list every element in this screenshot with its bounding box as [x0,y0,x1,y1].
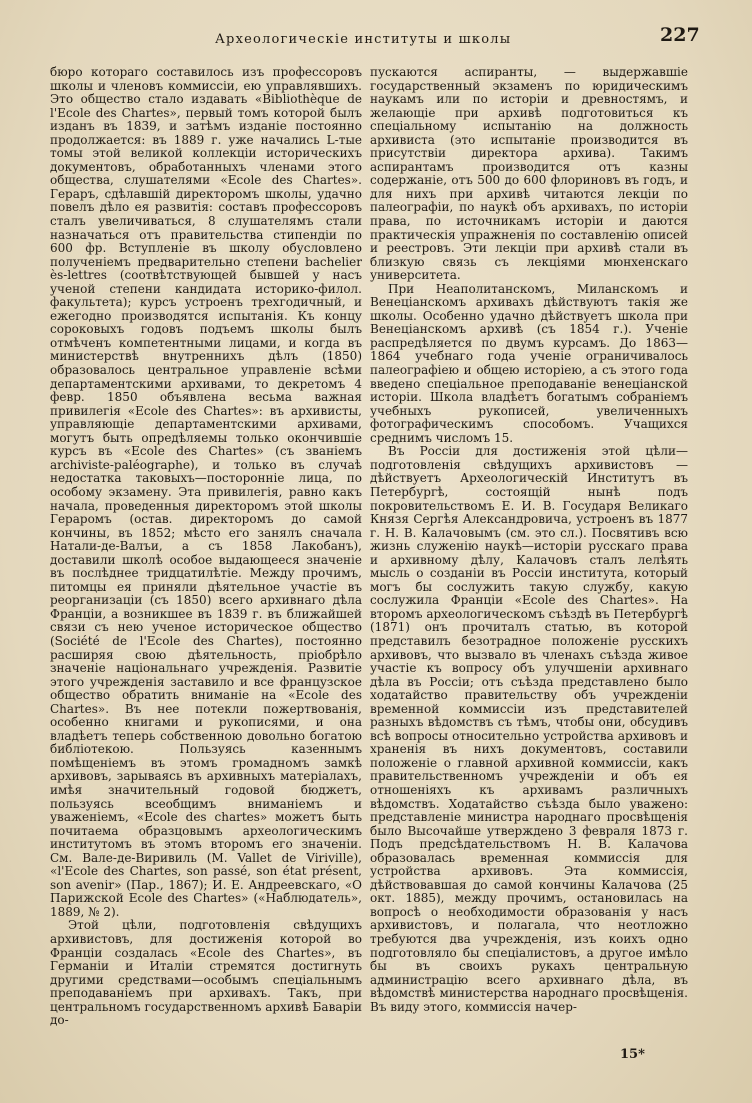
right-paragraph-3: Въ Россіи для достиженія этой цѣли—подготовленія свѣдущихъ архивистовъ — дѣйствуетъ Археологическій Институтъ въ Петербургѣ, состоящій нынѣ подъ покровительствомъ Е. И. В. Государя Великаго Князя Сергѣя Александровича, устроенъ въ 1877 г. Н. В. Калачовымъ (см. это сл.). Посвятивъ всю жизнь служенію наукѣ—исторіи русскаго права и архивному дѣлу, Калачовъ сталъ лелѣять мысль о созданіи въ Россіи института, который могъ бы сослужить такую службу, какую сослужила Франціи «Ecole des Chartes». На второмъ археологическомъ съѣздѣ въ Петербургѣ (1871) онъ прочиталъ статью, въ которой представилъ безотрадное положеніе русскихъ архивовъ, что вызвало въ членахъ съѣзда живое участіе къ вопросу объ улучшеніи архивнаго дѣла въ Россіи; отъ съѣзда представлено было ходатайство правительству объ учрежденіи временной коммиссіи изъ представителей разныхъ вѣдомствъ съ тѣмъ, чтобы они, обсудивъ всѣ вопросы относительно устройства архивовъ и храненія въ нихъ документовъ, составили положеніе о главной архивной коммиссіи, какъ правительственномъ учрежденіи и объ ея отношеніяхъ къ архивамъ различныхъ вѣдомствъ. Ходатайство съѣзда было уважено: представленіе министра народнаго просвѣщенія было Высочайше утверждено 3 февраля 1873 г. Подъ предсѣдательствомъ Н. В. Калачова образовалась временная коммиссія для устройства архивовъ. Эта коммиссія, дѣйствовавшая до самой кончины Калачова (25 окт. 1885), между прочимъ, остановилась на вопросѣ о необходимости образованія у насъ архивистовъ, и полагала, что неотложно требуются два учрежденія, изъ коихъ одно подготовляло бы спеціалистовъ, а другое имѣло бы въ своихъ рукахъ центральную администрацію всего архивнаго дѣла, въ вѣдомствѣ министерства народнаго просвѣщенія. Въ виду этого, коммиссія начер- [370,444,688,1014]
right-column [370,66,688,1056]
left-paragraph-1: бюро котораго составилось изъ профессоровъ школы и членовъ коммиссіи, ею управлявшихъ. Это общество стало издавать «Bibliothèque de l'Ecole des Chartes», первый томъ которой былъ изданъ въ 1839, и затѣмъ изданіе постоянно продолжается: въ 1889 г. уже начались L-тые томы этой великой коллекціи историческихъ документовъ, обработанныхъ членами этого общества, слушателями «Ecole des Chartes». Гераръ, сдѣлавшій директоромъ школы, удачно повелъ дѣло ея развитія: составъ профессоровъ сталъ увеличиваться, 8 слушателямъ стали назначаться отъ правительства стипендіи по 600 фр. Вступленіе въ школу обусловлено полученіемъ предварительно степени bachelier ès-lettres (соотвѣтствующей бывшей у насъ ученой степени кандидата историко-филол. факультета); курсъ устроенъ трехгодичный, и ежегодно производятся испытанія. Къ концу сороковыхъ годовъ подъемъ школы былъ отмѣченъ компетентными лицами, и когда въ министерствѣ внутреннихъ дѣлъ (1850) образовалось центральное управленіе всѣми департаментскими архивами, то декретомъ 4 февр. 1850 объявлена весьма важная привилегія «Ecole des Chartes»: въ архивисты, управляющіе департаментскими архивами, могутъ быть опредѣляемы только окончившіе курсъ въ «Ecole des Chartes» (съ званіемъ archiviste-paléographe), и только въ случаѣ недостатка таковыхъ—посторонніе лица, по особому экзамену. Эта привилегія, равно какъ начала, проведенныя директоромъ этой школы Гераромъ (остав. директоромъ до самой кончины, въ 1852; мѣсто его занялъ сначала Натали-де-Валъи, а съ 1858 Лакобанъ), доставили школѣ особое выдающееся значеніе въ послѣднее тридцатилѣтіе. Между прочимъ, питомцы ея приняли дѣятельное участіе въ реорганизаціи (съ 1850) всего архивнаго дѣла Франціи, а возникшее въ 1839 г. въ ближайшей связи съ нею ученое историческое общество (Société de l'Ecole des Chartes), постоянно расширяя свою дѣятельность, пріобрѣло значеніе національнаго учрежденія. Развитіе этого учрежденія заставило и все французское общество обратить вниманіе на «Ecole des Chartes». Въ нее потекли пожертвованія, особенно книгами и рукописями, и она владѣетъ теперь собственною довольно богатою библіотекою. Пользуясь казеннымъ помѣщеніемъ въ этомъ громадномъ замкѣ архивовъ, зарываясь въ архивныхъ матеріалахъ, имѣя значительный годовой бюджетъ, пользуясь всеобщимъ вниманіемъ и уваженіемъ, «Ecole des chartes» можетъ быть почитаема образцовымъ археологическимъ институтомъ въ этомъ второмъ его значеніи. См. Вале-де-Виривиль (M. Vallet de Viriville), «l'Ecole des Chartes, son passé, son état présent, son avenir» (Пар., 1867); И. Е. Андреевскаго, «О Парижской Ecole des Chartes» («Наблюдатель», 1889, № 2). [50,66,362,919]
page-header [0,22,752,52]
right-paragraph-2: При Неаполитанскомъ, Миланскомъ и Венеціанскомъ архивахъ дѣйствуютъ такія же школы. Особенно удачно дѣйствуетъ школа при Венеціанскомъ архивѣ (съ 1854 г.). Ученіе распредѣляется по двумъ курсамъ. До 1863—1864 учебнаго года ученіе ограничивалось палеографіею и общею исторіею, а съ этого года введено спеціальное преподаваніе венеціанской исторіи. Школа владѣетъ богатымъ собраніемъ учебныхъ рукописей, увеличенныхъ фотографическимъ способомъ. Учащихся среднимъ числомъ 15. [370,281,688,445]
left-paragraph-2: Этой цѣли, подготовленія свѣдущихъ архивистовъ, для достиженія которой во Франціи создалась «Ecole des Chartes», въ Германіи и Италіи стремятся достигнуть другими средствами—особымъ спеціальнымъ преподаваніемъ при архивахъ. Такъ, при центральномъ государственномъ архивѣ Баваріи до- [50,918,362,1028]
column-divider [364,66,365,1066]
signature-mark: 15* [620,1047,645,1062]
right-paragraph-1: пускаются аспиранты, — выдержавшіе государственный экзаменъ по юридическимъ наукамъ или по исторіи и древностямъ, и желающіе при архивѣ подготовиться къ спеціальному испытанію на должность архивиста (это испытаніе производится въ присутствіи директора архива). Такимъ аспирантамъ производится отъ казны содержаніе, отъ 500 до 600 флориновъ въ годъ, и для нихъ при архивѣ читаются лекціи по палеографіи, по наукѣ объ архивахъ, по исторіи права, по источникамъ исторіи и даются практическія упражненія по составленію описей и реестровъ. Эти лекціи при архивѣ стали въ близкую связь съ лекціями мюнхенскаго университета. [370,66,688,283]
running-title: Археологическіе институты и школы [215,32,512,47]
left-column [50,66,362,1076]
page-number: 227 [660,24,700,46]
